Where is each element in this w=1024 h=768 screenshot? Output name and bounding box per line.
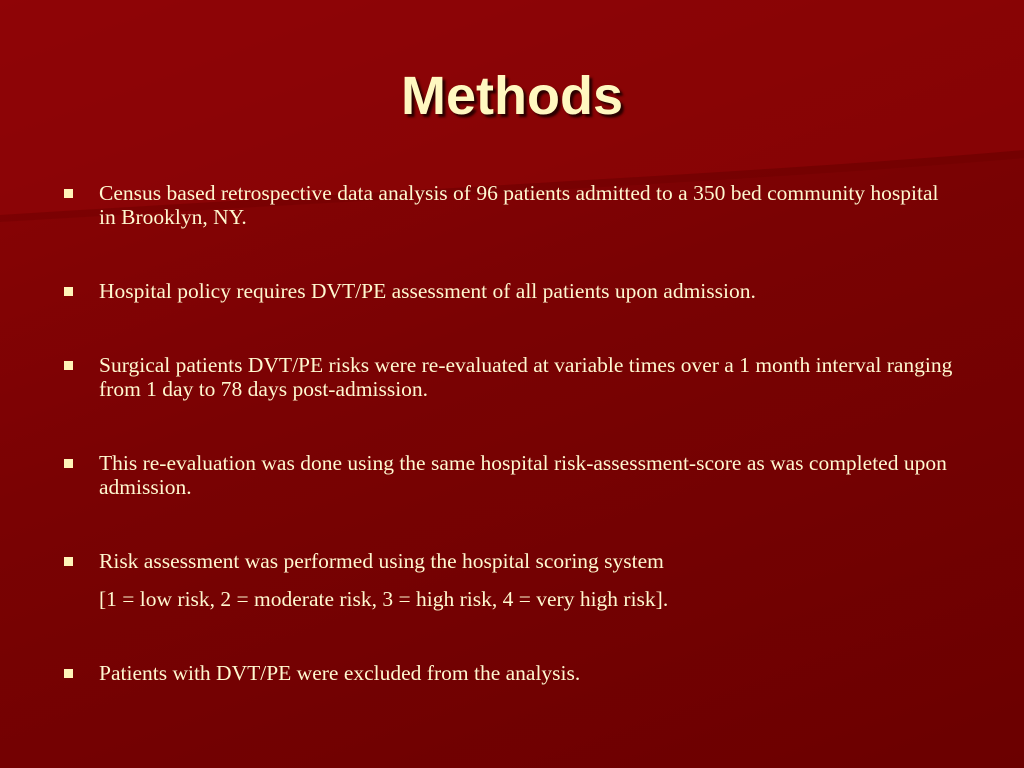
bullet-item [58, 451, 958, 499]
bullet-subtext: [1 = low risk, 2 = moderate risk, 3 = high risk, 4 = very high risk]. [99, 587, 669, 611]
bullet-text: Surgical patients DVT/PE risks were re-evaluated at variable times over a 1 month interval ranging from 1 day to 78 days post-admission. [99, 353, 953, 401]
bullet-text: Patients with DVT/PE were excluded from the analysis. [99, 661, 581, 685]
bullet-item [58, 181, 958, 229]
square-bullet-icon [64, 361, 73, 370]
slide-title: Methods [401, 66, 623, 126]
square-bullet-icon [64, 287, 73, 296]
bullet-text: This re-evaluation was done using the same hospital risk-assessment-score as was completed upon admission. [99, 451, 947, 499]
square-bullet-icon [64, 189, 73, 198]
square-bullet-icon [64, 459, 73, 468]
bullet-item [58, 661, 958, 685]
bullet-item [58, 353, 958, 401]
bullet-list [58, 181, 958, 685]
bullet-text: Census based retrospective data analysis of 96 patients admitted to a 350 bed community hospital in Brooklyn, NY. [99, 181, 939, 229]
square-bullet-icon [64, 557, 73, 566]
bullet-text: Hospital policy requires DVT/PE assessment of all patients upon admission. [99, 279, 756, 303]
bullet-item [58, 549, 958, 611]
bullet-text: Risk assessment was performed using the hospital scoring system [99, 549, 664, 573]
square-bullet-icon [64, 669, 73, 678]
bullet-item [58, 279, 958, 303]
